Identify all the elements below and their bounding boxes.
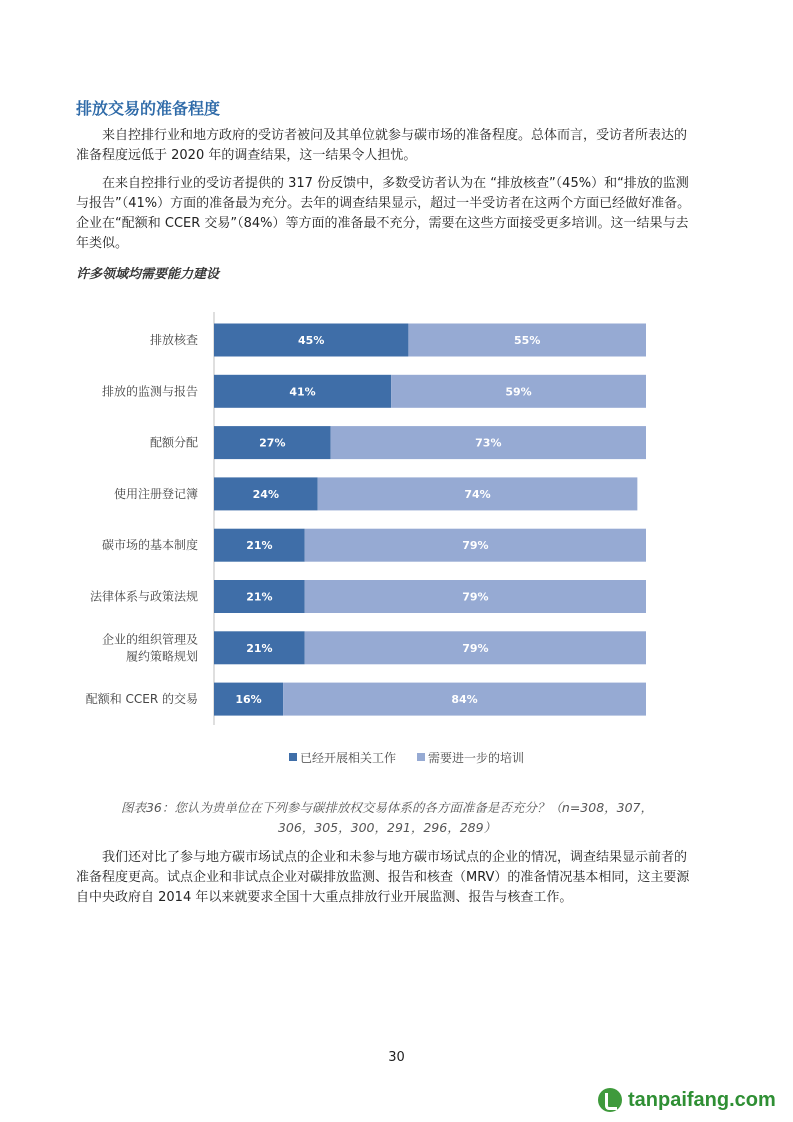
category-label-1: 排放的监测与报告 [101, 384, 198, 399]
leaf-logo-icon [598, 1088, 622, 1112]
category-label-0: 排放核查 [149, 333, 198, 347]
category-label-6-line-1: 履约策略规划 [125, 649, 198, 664]
logo-text: tanpaifang.com [628, 1088, 776, 1111]
data-label-training-7: 84% [451, 693, 478, 707]
data-label-done-3: 24% [252, 487, 280, 501]
data-label-training-0: 55% [514, 334, 541, 347]
caption-line-1: 图表36：您认为贵单位在下列参与碳排放权交易体系的各方面准备是否充分？（n=308，307， [120, 800, 654, 815]
category-label-7: 配额和 CCER 的交易 [85, 692, 198, 707]
data-label-training-3: 74% [464, 487, 491, 501]
section-title: 排放交易的准备程度 [76, 99, 221, 118]
category-label-5: 法律体系与政策法规 [89, 589, 198, 604]
category-label-4: 碳市场的基本制度 [101, 538, 198, 553]
site-logo[interactable] [598, 1086, 776, 1114]
data-label-done-2: 27% [259, 436, 286, 450]
data-label-training-4: 79% [462, 539, 489, 553]
page-number: 30 [388, 1050, 405, 1065]
caption-line-2: 306，305，300，291，296，289） [277, 820, 497, 835]
data-label-training-5: 79% [462, 590, 489, 604]
data-label-done-7: 16% [235, 693, 262, 707]
findings-paragraph: 在来自控排行业的受访者提供的 317 份反馈中，多数受访者认为在 “排放核查”（45%）和“排放的监测与报告”（41%）方面的准备最为充分。去年的调查结果显示，超过一半受访者在这两个方面已经做好准备。企业在“配额和 CCER 交易”（84%）等方面的准备最不充分，需要在这些方面接受更多培训。这一结果与去年类似。 [76, 176, 691, 251]
data-label-done-5: 21% [246, 590, 273, 604]
legend-swatch-1 [417, 753, 425, 761]
legend-swatch-0 [289, 753, 297, 761]
intro-paragraph: 来自控排行业和地方政府的受访者被问及其单位就参与碳市场的准备程度。总体而言，受访者所表达的准备程度远低于 2020 年的调查结果，这一结果令人担忧。 [76, 128, 688, 163]
data-label-training-1: 59% [505, 385, 532, 399]
category-label-2: 配额分配 [149, 435, 198, 450]
chart-heading: 许多领域均需要能力建设 [76, 267, 220, 282]
category-label-6-line-0: 企业的组织管理及 [101, 632, 198, 647]
data-label-done-0: 45% [298, 334, 325, 347]
figure-caption [76, 798, 698, 838]
legend-label-1: 需要进一步的培训 [428, 751, 525, 765]
data-label-training-2: 73% [475, 436, 502, 450]
data-label-done-4: 21% [246, 539, 273, 553]
category-label-3: 使用注册登记簿 [113, 486, 198, 501]
data-label-done-1: 41% [289, 385, 316, 399]
data-label-done-6: 21% [246, 641, 273, 655]
data-label-training-6: 79% [462, 641, 489, 655]
closing-paragraph: 我们还对比了参与地方碳市场试点的企业和未参与地方碳市场试点的企业的情况，调查结果显示前者的准备程度更高。试点企业和非试点企业对碳排放监测、报告和核查（MRV）的准备情况基本相同，这主要源自中央政府自 2014 年以来就要求全国十大重点排放行业开展监测、报告与核查工作。 [76, 850, 690, 905]
legend-label-0: 已经开展相关工作 [300, 751, 397, 765]
